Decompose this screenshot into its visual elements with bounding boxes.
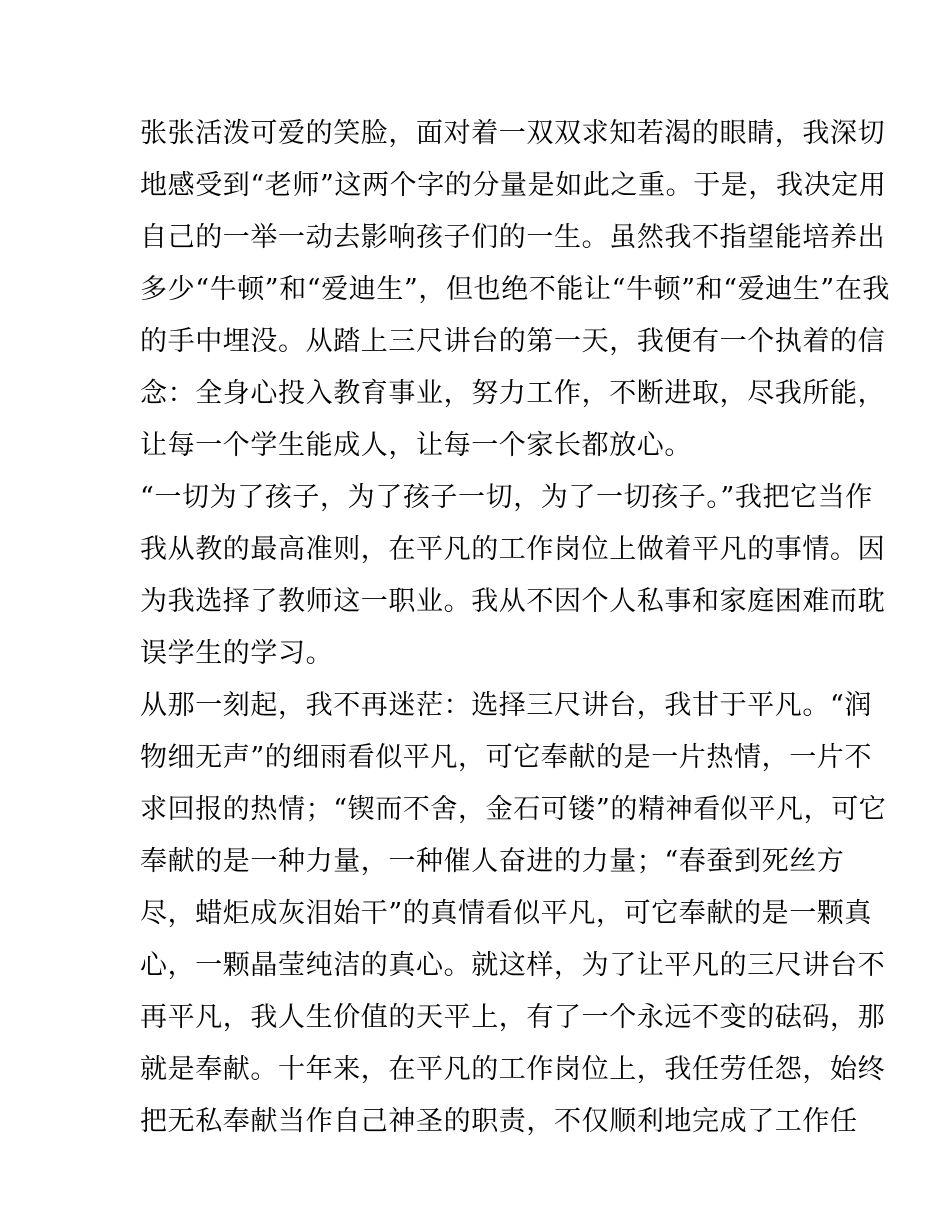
text-line: 把无私奉献当作自己神圣的职责，不仅顺利地完成了工作任 — [140, 1106, 858, 1137]
text-line: 念：全身心投入教育事业，努力工作，不断进取，尽我所能， — [140, 378, 886, 409]
text-line: 我从教的最高准则，在平凡的工作岗位上做着平凡的事情。因 — [140, 534, 886, 565]
text-line: 就是奉献。十年来，在平凡的工作岗位上，我任劳任怨，始终 — [140, 1054, 886, 1085]
text-line: 尽，蜡炬成灰泪始干”的真情看似平凡，可它奉献的是一颗真 — [140, 898, 873, 929]
text-line: 物细无声”的细雨看似平凡，可它奉献的是一片热情，一片不 — [140, 742, 873, 773]
text-line: 自己的一举一动去影响孩子们的一生。虽然我不指望能培养出 — [140, 222, 886, 253]
text-line: 多少“牛顿”和“爱迪生”，但也绝不能让“牛顿”和“爱迪生”在我 — [140, 274, 891, 305]
text-line: 误学生的学习。 — [140, 638, 334, 669]
document-body — [140, 108, 891, 1148]
text-line: 的手中埋没。从踏上三尺讲台的第一天，我便有一个执着的信 — [140, 326, 886, 357]
text-line: 为我选择了教师这一职业。我从不因个人私事和家庭困难而耽 — [140, 586, 886, 617]
text-line: 从那一刻起，我不再迷茫：选择三尺讲台，我甘于平凡。“润 — [140, 690, 873, 721]
text-line: 心，一颗晶莹纯洁的真心。就这样，为了让平凡的三尺讲台不 — [140, 950, 886, 981]
text-line: 再平凡，我人生价值的天平上，有了一个永远不变的砝码，那 — [140, 1002, 886, 1033]
text-line: 奉献的是一种力量，一种催人奋进的力量；“春蚕到死丝方 — [140, 846, 845, 877]
text-line: 求回报的热情；“锲而不舍，金石可镂”的精神看似平凡，可它 — [140, 794, 887, 825]
text-line: 让每一个学生能成人，让每一个家长都放心。 — [140, 430, 692, 461]
text-line: “一切为了孩子，为了孩子一切，为了一切孩子。”我把它当作 — [140, 482, 873, 513]
text-line: 张张活泼可爱的笑脸，面对着一双双求知若渴的眼睛，我深切 — [140, 118, 886, 149]
text-line: 地感受到“老师”这两个字的分量是如此之重。于是，我决定用 — [140, 170, 887, 201]
